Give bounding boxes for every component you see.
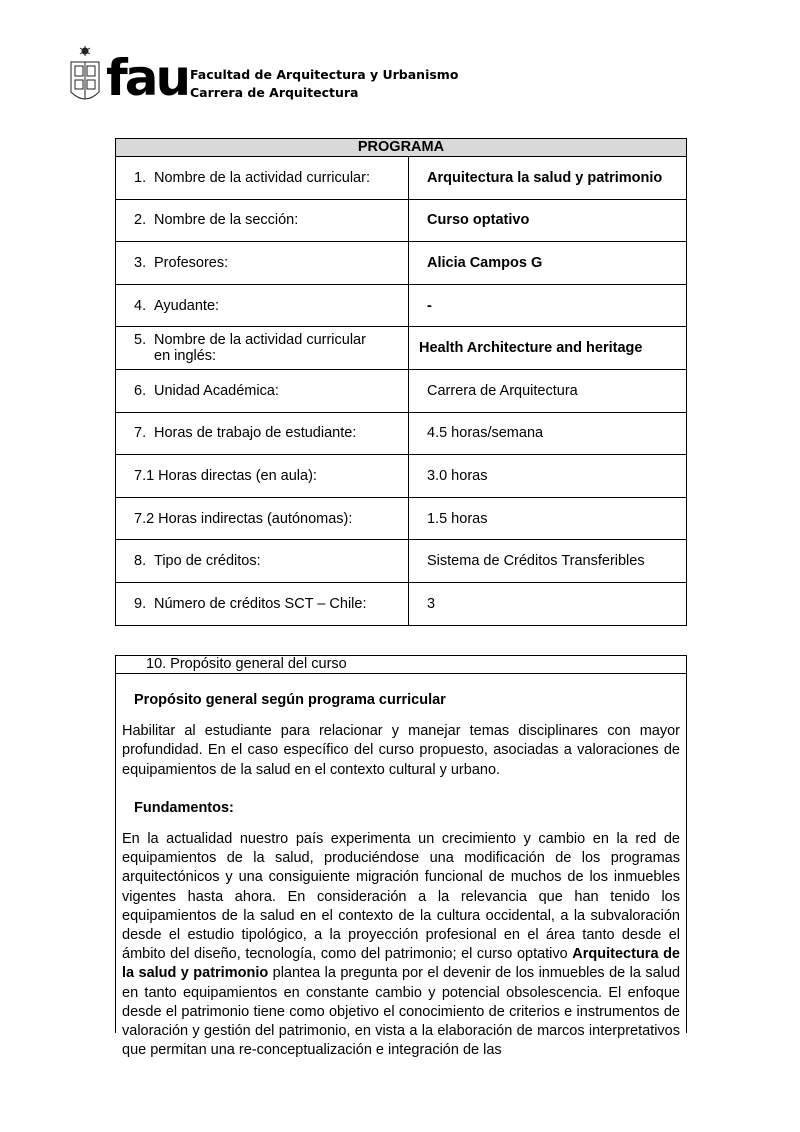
section-10: [115, 655, 687, 1059]
row-number: 4.: [134, 297, 147, 314]
table-row: [116, 327, 687, 370]
table-row: [116, 412, 687, 455]
row-value: 3: [409, 582, 687, 625]
row-value: Carrera de Arquitectura: [409, 369, 687, 412]
row-value: 1.5 horas: [409, 497, 687, 540]
row-label: 7.1 Horas directas (en aula):: [134, 467, 317, 484]
row-number: 3.: [134, 254, 147, 271]
row-value: 4.5 horas/semana: [409, 412, 687, 455]
row-label: Tipo de créditos:: [154, 553, 261, 570]
school-name: [190, 66, 458, 102]
table-row: [116, 284, 687, 327]
school-line-2: Carrera de Arquitectura: [190, 85, 359, 100]
table-row: [116, 497, 687, 540]
table-row: [116, 157, 687, 200]
row-label: Número de créditos SCT – Chile:: [154, 595, 367, 612]
row-value: Sistema de Créditos Transferibles: [409, 540, 687, 583]
row-number: 1.: [134, 169, 147, 186]
table-row: [116, 582, 687, 625]
purpose-paragraph: Habilitar al estudiante para relacionar y manejar temas disciplinares con mayor profundidad. En el caso específico del curso propuesto, asociadas a valoraciones de equipamientos de la salud en el contexto cultural y urbano.: [122, 723, 680, 778]
row-label: 7.2 Horas indirectas (autónomas):: [134, 510, 353, 527]
fundamentals-paragraph: [122, 830, 680, 1060]
row-number: 2.: [134, 212, 147, 229]
row-value: Alicia Campos G: [409, 242, 687, 285]
row-label: Profesores:: [154, 254, 229, 271]
table-row: [116, 540, 687, 583]
course-name-highlight: Arquitectura de la salud y patrimonio: [122, 946, 680, 982]
row-number: 9.: [134, 595, 147, 612]
row-label: Nombre de la actividad curricular:: [154, 169, 370, 186]
fundamentals-text-a: En la actualidad nuestro país experimenta un crecimiento y cambio en la red de equipamientos de la salud, produciéndose una modificación de los programas arquitectónicos y una consiguiente migración funcional de muchos de los inmuebles vigentes hasta ahora. En consideración a la relevancia que han tenido los equipamientos de la salud en el contexto de la cultura occidental, a la subvaloración desde el estudio tipológico, a la proyección profesional en el área tanto desde el ámbito del diseño, tecnología, como del patrimonio; el curso optativo: [122, 831, 680, 963]
row-label: Nombre de la actividad curricular en inglés:: [154, 332, 366, 365]
fundamentals-text-b: plantea la pregunta por el devenir de los inmuebles de la salud en tanto equipamientos en constante cambio y potencial obsolescencia. El enfoque desde el patrimonio tiene como objetivo el conocimiento de criterios e instrumentos de valoración y gestión del patrimonio, en vista a la elaboración de marcos interpretativos que permitan una re-conceptualización e integración de las: [122, 965, 681, 1059]
row-number: 7.: [134, 425, 147, 442]
section-10-title: 10. Propósito general del curso: [116, 656, 686, 674]
row-number: 6.: [134, 382, 147, 399]
row-label: Unidad Académica:: [154, 382, 279, 399]
row-value: -: [409, 284, 687, 327]
row-value: Curso optativo: [409, 199, 687, 242]
table-row: [116, 199, 687, 242]
row-number: 5.: [134, 332, 147, 349]
university-seal-icon: [68, 44, 102, 110]
row-value: Arquitectura la salud y patrimonio: [409, 157, 687, 200]
table-row: [116, 369, 687, 412]
row-label: Ayudante:: [154, 297, 220, 314]
row-value: 3.0 horas: [409, 455, 687, 498]
page-header: [68, 44, 568, 114]
school-line-1: Facultad de Arquitectura y Urbanismo: [190, 67, 459, 82]
row-label: Horas de trabajo de estudiante:: [154, 425, 357, 442]
row-number: 8.: [134, 553, 147, 570]
logo-text: fau: [106, 49, 189, 107]
table-row: [116, 455, 687, 498]
table-row: [116, 242, 687, 285]
row-value: Health Architecture and heritage: [409, 327, 687, 370]
program-table: [115, 138, 687, 626]
row-label: Nombre de la sección:: [154, 212, 299, 229]
subtitle-purpose: Propósito general según programa curricular: [134, 692, 446, 708]
program-title: PROGRAMA: [116, 139, 687, 157]
subtitle-fundamentals: Fundamentos:: [134, 799, 234, 816]
